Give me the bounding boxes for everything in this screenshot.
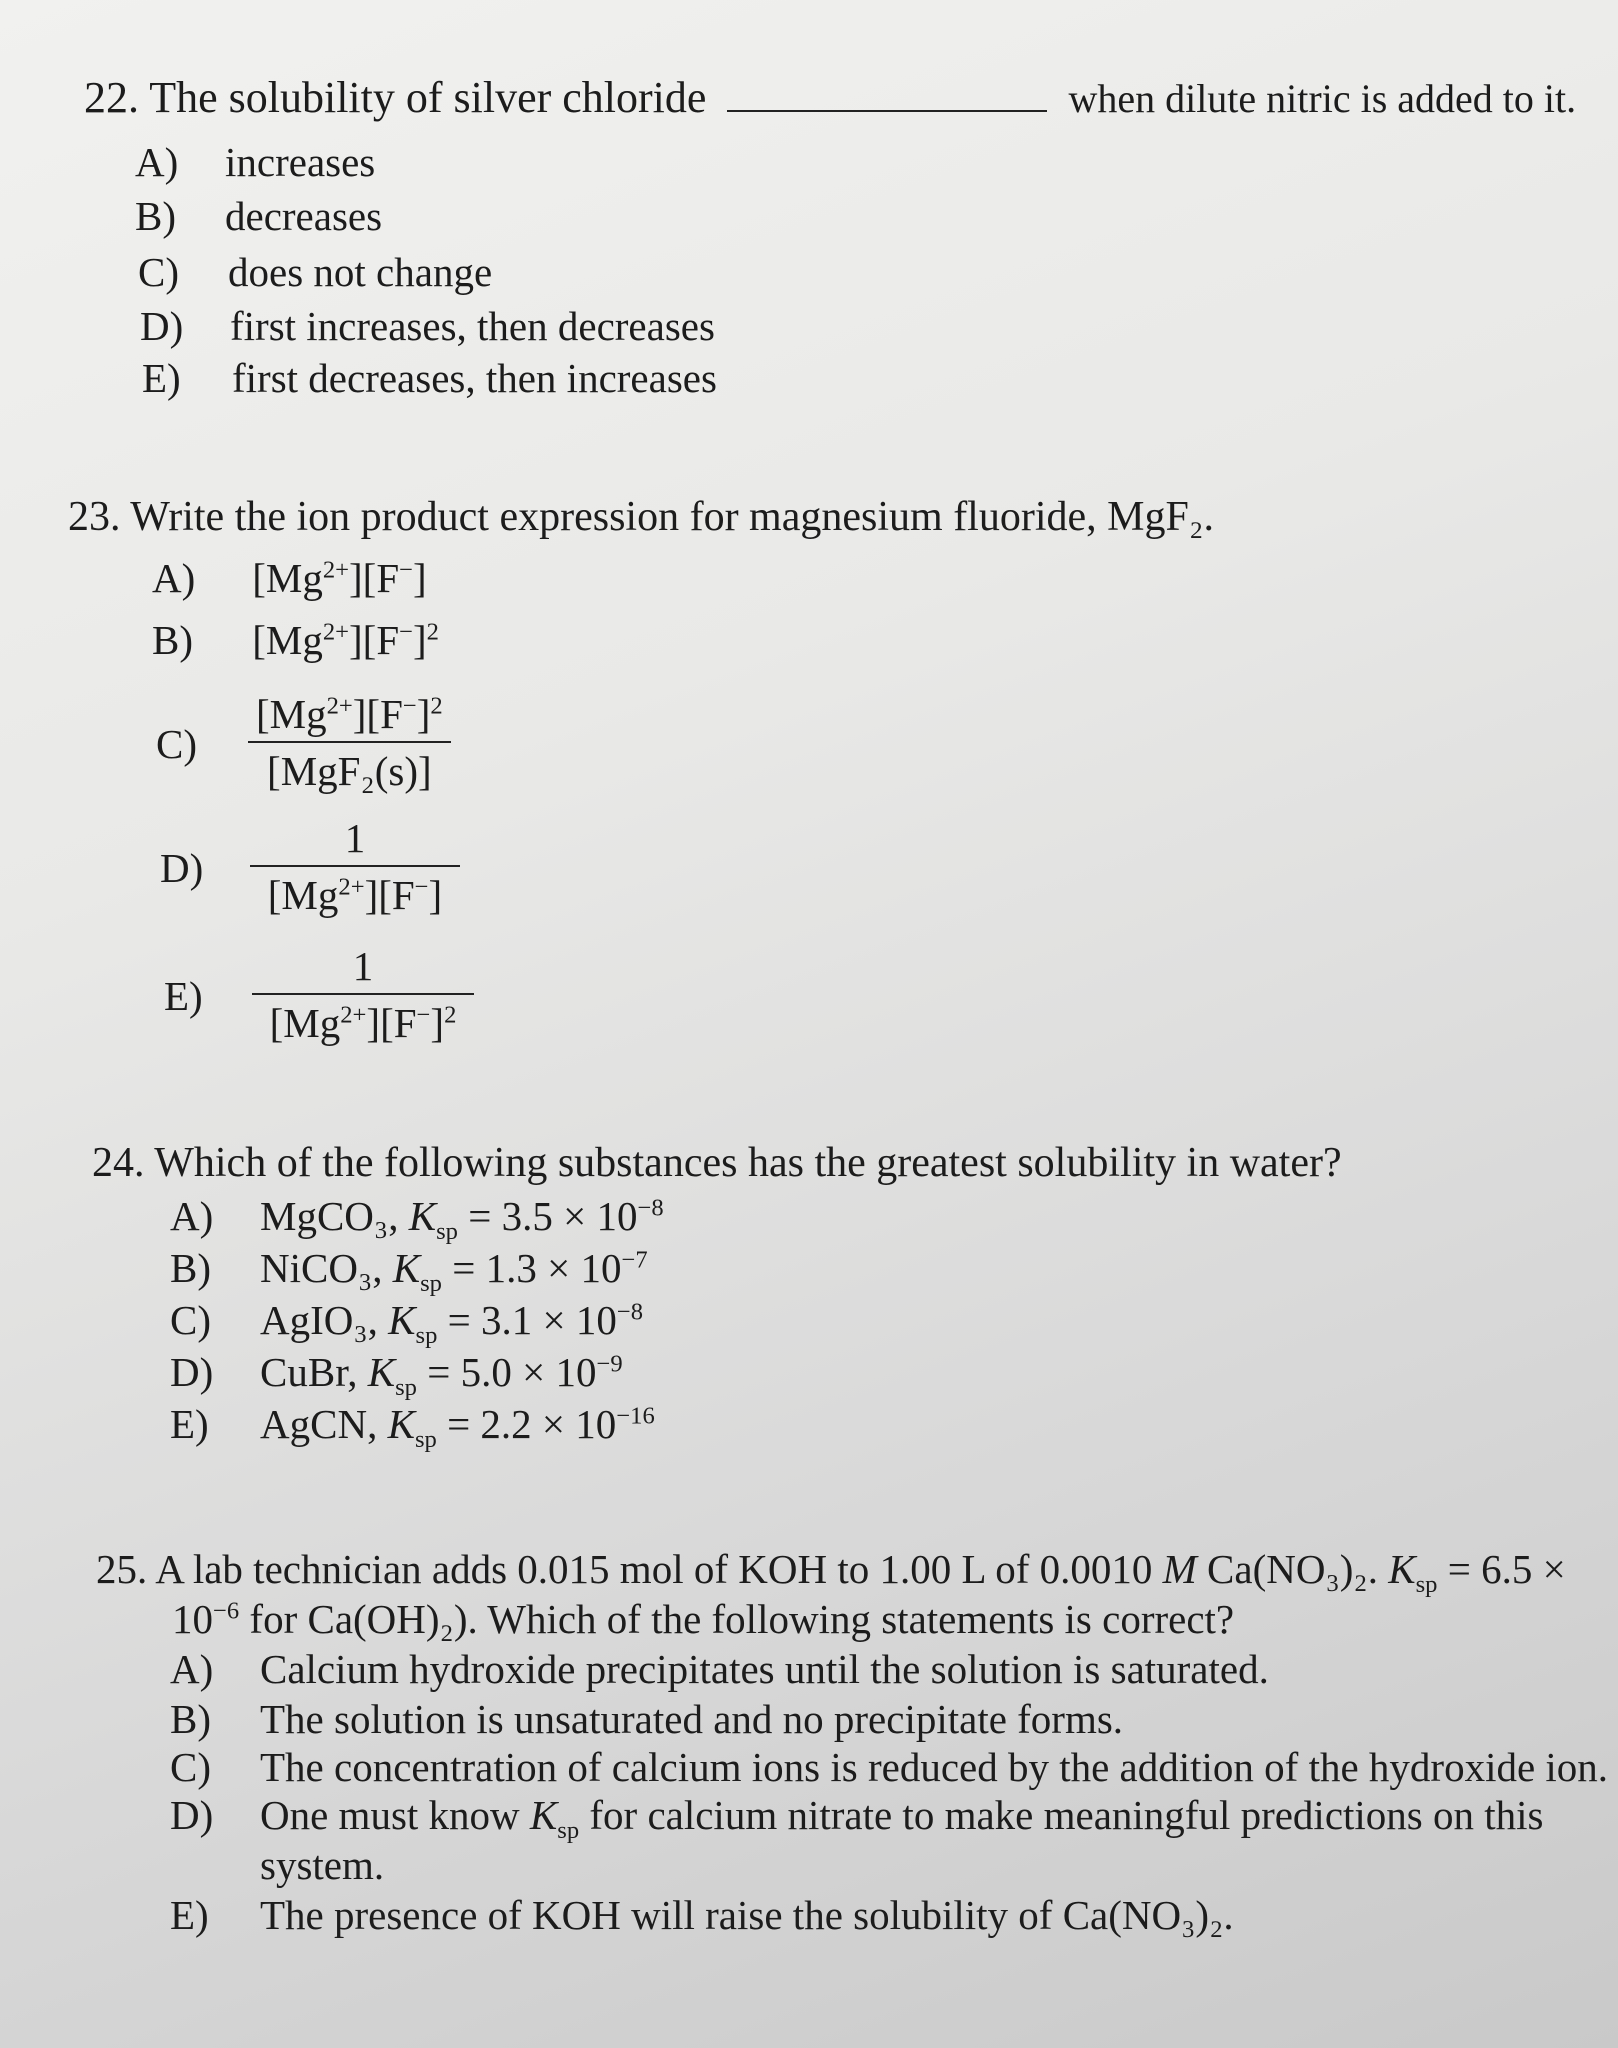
question-22 bbox=[0, 0, 1618, 420]
question-22-stem bbox=[84, 72, 1576, 125]
numerator: 1 bbox=[252, 942, 474, 995]
question-24 bbox=[0, 1130, 1618, 1470]
question-25-stem-line1: 25. A lab technician adds 0.015 mol of KOH to 1.00 L of 0.0010 M Ca(NO₃)₂. $K_{sp} = 6.5$ × bbox=[96, 1546, 1566, 1599]
expression: $[Mg^{2+}][F^-]^2$ bbox=[252, 617, 439, 663]
option-22c: C) does not change bbox=[138, 249, 493, 295]
option-22a: A) increases bbox=[135, 139, 376, 185]
option-24a: A) MgCO₃, $K_{sp} = 3.5 \times 10^{-8}$ bbox=[170, 1193, 664, 1246]
option-23e-label: E) bbox=[164, 973, 203, 1019]
option-25a: A) Calcium hydroxide precipitates until the solution is saturated. bbox=[170, 1646, 1269, 1692]
expression: $[Mg^{2+}][F^-]$ bbox=[252, 555, 427, 601]
question-number: 25. bbox=[96, 1546, 148, 1592]
numerator: $[Mg^{2+}][F^-]^2$ bbox=[248, 690, 451, 743]
stem-text: Which of the following substances has the greatest solubility in water? bbox=[154, 1140, 1342, 1186]
question-23 bbox=[0, 480, 1618, 1070]
option-23d-label: D) bbox=[160, 845, 204, 891]
option-23c-fraction bbox=[248, 690, 451, 796]
denominator: $[Mg^{2+}][F^-]^2$ bbox=[269, 1000, 457, 1047]
question-23-stem bbox=[68, 492, 1214, 542]
option-22d: D) first increases, then decreases bbox=[140, 303, 715, 349]
question-25-stem-line2: $10^{-6}$ for Ca(OH)₂). Which of the following statements is correct? bbox=[172, 1596, 1235, 1642]
option-25e: E) The presence of KOH will raise the solubility of Ca(NO₃)₂. bbox=[170, 1892, 1234, 1938]
option-24d: D) CuBr, $K_{sp} = 5.0 \times 10^{-9}$ bbox=[170, 1349, 623, 1402]
option-25c: C) The concentration of calcium ions is reduced by the addition of the hydroxide ion. bbox=[170, 1744, 1609, 1790]
denominator: [MgF₂(s)] bbox=[267, 748, 432, 795]
stem-text: The solubility of silver chloride bbox=[149, 73, 707, 122]
option-24e: E) AgCN, $K_{sp} = 2.2 \times 10^{-16}$ bbox=[170, 1401, 655, 1454]
question-number: 24. bbox=[92, 1140, 145, 1186]
option-22e: E) first decreases, then increases bbox=[142, 355, 717, 401]
numerator: 1 bbox=[250, 814, 460, 867]
stem-text-after: when dilute nitric is added to it. bbox=[1068, 76, 1577, 121]
question-25 bbox=[0, 1535, 1618, 1955]
option-23a: A) $[Mg^{2+}][F^-]$ bbox=[152, 555, 427, 601]
question-number: 23. bbox=[68, 494, 121, 540]
option-25d: D) One must know $K_{sp}$ for calcium nitrate to make meaningful predictions on this bbox=[170, 1792, 1544, 1845]
option-25b: B) The solution is unsaturated and no precipitate forms. bbox=[170, 1696, 1124, 1742]
denominator: $[Mg^{2+}][F^-]$ bbox=[267, 872, 443, 919]
option-22b: B) decreases bbox=[135, 193, 383, 239]
option-23b: B) $[Mg^{2+}][F^-]^2$ bbox=[152, 617, 439, 663]
answer-blank bbox=[727, 109, 1047, 112]
option-25d-continued: system. bbox=[260, 1842, 385, 1888]
question-24-stem bbox=[92, 1138, 1342, 1188]
option-23e-fraction bbox=[252, 942, 474, 1048]
option-23c-label: C) bbox=[156, 721, 197, 767]
option-24b: B) NiCO₃, $K_{sp} = 1.3 \times 10^{-7}$ bbox=[170, 1245, 648, 1298]
stem-text: Write the ion product expression for magnesium fluoride, MgF₂. bbox=[130, 494, 1214, 540]
question-number: 22. bbox=[84, 73, 139, 122]
option-23d-fraction bbox=[250, 814, 460, 920]
option-24c: C) AgIO₃, $K_{sp} = 3.1 \times 10^{-8}$ bbox=[170, 1297, 644, 1350]
